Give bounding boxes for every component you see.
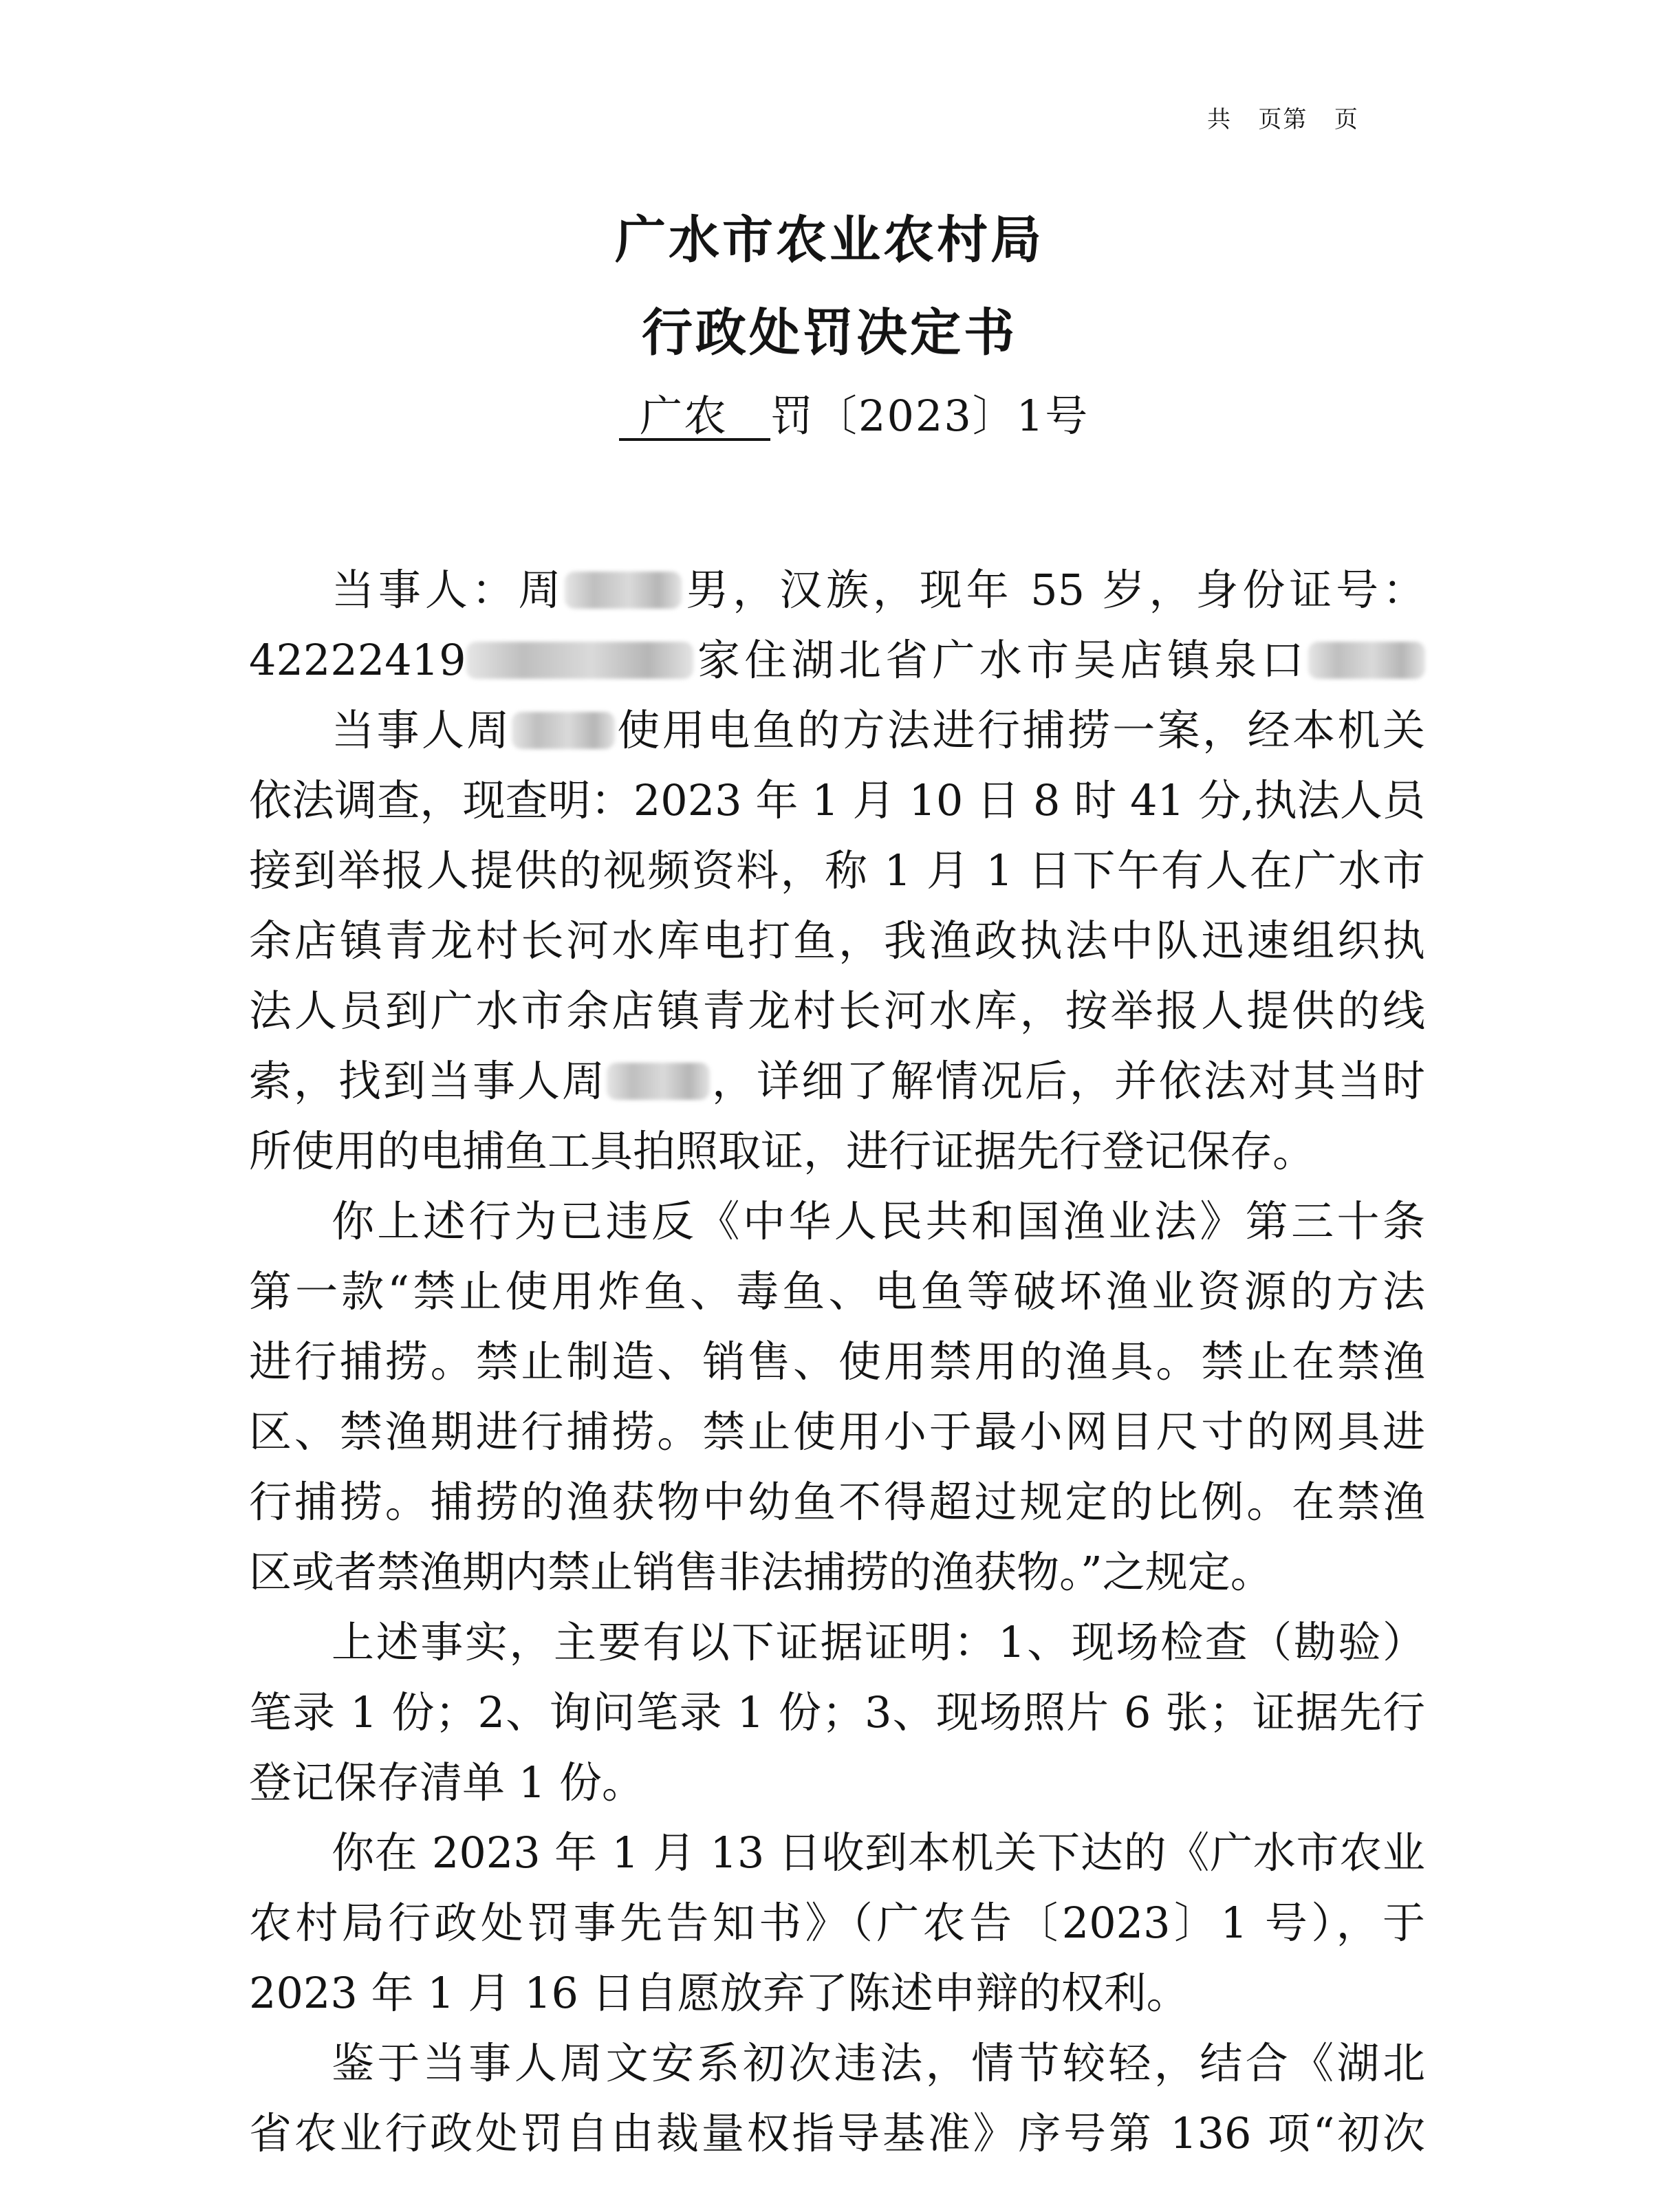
redacted-address [1308,642,1425,679]
evidence-line-2: 笔录 1 份；2、询问笔录 1 份；3、现场照片 6 张；证据先行 [249,1687,1425,1737]
party-line-2: 42222419 家住湖北省广水市吴店镇泉口 [249,634,1425,686]
violation-line-1: 你上述行为已违反《中华人民共和国渔业法》第三十条 [332,1196,1425,1246]
document-number [619,382,1089,443]
party-line-1: 当事人：周 男，汉族，现年 55 岁，身份证号： [332,565,1425,615]
document-number-suffix: 罚〔2023〕1号 [770,391,1089,441]
facts-line-2: 依法调查，现查明：2023 年 1 月 10 日 8 时 41 分,执法人员 [249,775,1425,825]
document-type-title: 行政处罚决定书 [642,303,1017,362]
document-number-prefix: 广农 [619,393,770,441]
violation-line-2: 第一款“禁止使用炸鱼、毒鱼、电鱼等破坏渔业资源的方法 [249,1266,1425,1316]
redacted-name [607,1063,710,1100]
discretion-line-1: 鉴于当事人周文安系初次违法，情节较轻，结合《湖北 [332,2038,1425,2088]
facts-line-5: 法人员到广水市余店镇青龙村长河水库，按举报人提供的线 [249,986,1425,1036]
facts-line-4: 余店镇青龙村长河水库电打鱼，我渔政执法中队迅速组织执 [249,915,1425,966]
redacted-name [565,572,682,609]
facts-line-1: 当事人周 使用电鱼的方法进行捕捞一案，经本机关 [332,705,1425,755]
agency-title: 广水市农业农村局 [615,210,1044,270]
redacted-id-number [466,642,693,679]
facts-line-3: 接到举报人提供的视频资料，称 1 月 1 日下午有人在广水市 [249,845,1425,896]
facts-line-6: 索，找到当事人周 ，详细了解情况后，并依法对其当时 [249,1056,1425,1106]
violation-line-4: 区、禁渔期进行捕捞。禁止使用小于最小网目尺寸的网具进 [249,1407,1425,1457]
discretion-line-2: 省农业行政处罚自由裁量权指导基准》序号第 136 项“初次 [249,2108,1425,2158]
evidence-line-1: 上述事实，主要有以下证据证明：1、现场检查（勘验） [332,1617,1425,1667]
notice-line-1: 你在 2023 年 1 月 13 日收到本机关下达的《广水市农业 [332,1828,1425,1878]
violation-line-3: 进行捕捞。禁止制造、销售、使用禁用的渔具。禁止在禁渔 [249,1336,1425,1387]
notice-line-3: 2023 年 1 月 16 日自愿放弃了陈述申辩的权利。 [249,1968,1189,2018]
redacted-name [512,712,615,749]
facts-line-7: 所使用的电捕鱼工具拍照取证，进行证据先行登记保存。 [249,1126,1316,1176]
evidence-line-3: 登记保存清单 1 份。 [249,1757,644,1808]
violation-line-6: 区或者禁渔期内禁止销售非法捕捞的渔获物。”之规定。 [249,1547,1273,1597]
violation-line-5: 行捕捞。捕捞的渔获物中幼鱼不得超过规定的比例。在禁渔 [249,1477,1425,1527]
notice-line-2: 农村局行政处罚事先告知书》（广农告〔2023〕1 号），于 [249,1898,1425,1948]
page-counter: 共 页第 页 [1207,106,1359,133]
